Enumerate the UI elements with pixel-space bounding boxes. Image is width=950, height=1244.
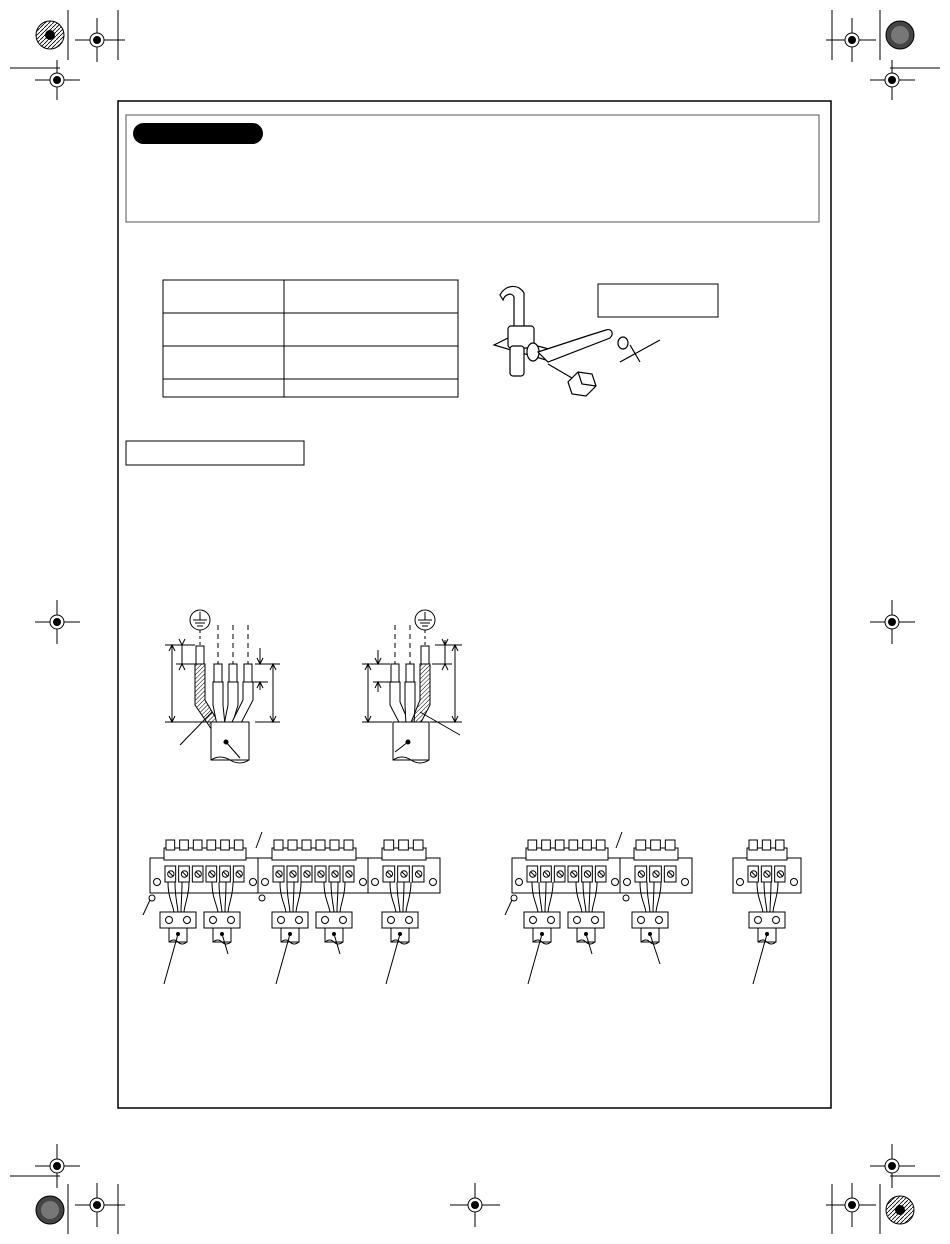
spec-table [163, 280, 458, 397]
color-target-circle-icon [886, 1196, 914, 1224]
cable-clamp [160, 882, 196, 984]
section-heading-box [126, 441, 304, 465]
cable-strip-diagram-left [165, 610, 280, 763]
color-target-circle-icon [886, 21, 914, 49]
notice-box [126, 115, 819, 222]
terminal-block [620, 840, 692, 893]
crosshair-registration-icon [870, 600, 915, 644]
cable-clamp [524, 882, 560, 984]
crosshair-registration-icon [35, 1144, 80, 1188]
ground-symbol-icon [415, 610, 435, 630]
crosshair-registration-icon [826, 1183, 876, 1227]
terminal-block [258, 840, 370, 893]
crosshair-registration-icon [35, 600, 80, 644]
terminal-block [150, 840, 260, 893]
terminal-block [512, 840, 622, 893]
color-target-circle-icon [36, 1196, 64, 1224]
crosshair-registration-icon [870, 1144, 915, 1188]
cable-clamp [749, 882, 785, 984]
cable-clamp [272, 882, 308, 984]
color-target-circle-icon [36, 21, 64, 49]
crosshair-registration-icon [35, 60, 80, 100]
crosshair-registration-icon [826, 18, 876, 62]
terminal-block [733, 840, 801, 893]
ground-symbol-icon [190, 610, 210, 630]
valve-illustration [494, 286, 660, 396]
cable-clamp [382, 882, 418, 984]
terminal-group-right [505, 832, 801, 984]
cable-strip-diagram-right [362, 610, 462, 763]
crosshair-registration-icon [870, 60, 915, 100]
notice-pill [133, 123, 263, 144]
print-marks [10, 10, 940, 1234]
cable-clamp [632, 882, 668, 964]
valve-label-box [598, 284, 718, 317]
page-frame [118, 101, 831, 1108]
crosshair-registration-icon [450, 1183, 500, 1227]
terminal-group-left [143, 832, 440, 984]
